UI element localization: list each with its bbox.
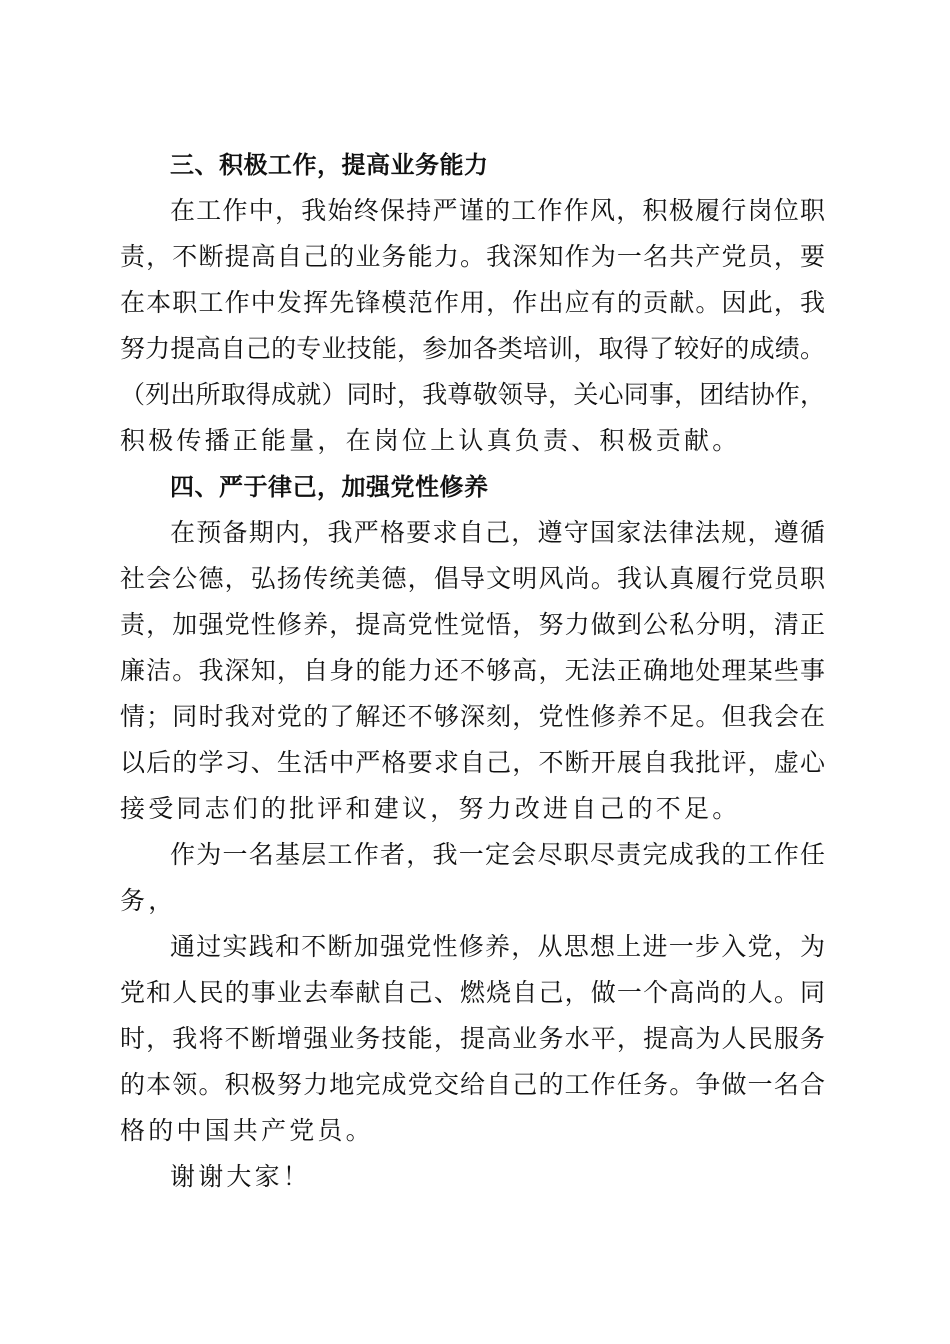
paragraph-line: 在预备期内，我严格要求自己，遵守国家法律法规，遵循 <box>170 518 825 547</box>
paragraph-line: 党和人民的事业去奉献自己、燃烧自己，做一个高尚的人。同 <box>120 978 825 1007</box>
paragraph-line: 格的中国共产党员。 <box>120 1116 374 1145</box>
paragraph-line: 在工作中，我始终保持严谨的工作作风，积极履行岗位职 <box>170 196 825 225</box>
paragraph-line: （列出所取得成就）同时，我尊敬领导，关心同事，团结协作， <box>120 380 825 409</box>
paragraph-line: 作为一名基层工作者，我一定会尽职尽责完成我的工作任 <box>170 840 825 869</box>
paragraph-line: 情；同时我对党的了解还不够深刻，党性修养不足。但我会在 <box>120 702 825 731</box>
paragraph <box>120 924 825 1154</box>
section-heading: 三、积极工作，提高业务能力 <box>170 151 489 179</box>
paragraph-line: 的本领。积极努力地完成党交给自己的工作任务。争做一名合 <box>120 1070 825 1099</box>
paragraph-line: 社会公德，弘扬传统美德，倡导文明风尚。我认真履行党员职 <box>120 564 825 593</box>
paragraph <box>120 510 825 832</box>
paragraph-line: 务， <box>120 886 177 915</box>
section-heading: 四、严于律己，加强党性修养 <box>170 473 489 501</box>
paragraph-line: 责，不断提高自己的业务能力。我深知作为一名共产党员，要 <box>120 242 825 271</box>
paragraph-line: 以后的学习、生活中严格要求自己，不断开展自我批评，虚心 <box>120 748 825 777</box>
paragraph-line: 努力提高自己的专业技能，参加各类培训，取得了较好的成绩。 <box>120 334 825 363</box>
paragraph <box>120 1154 825 1200</box>
document-body <box>120 142 825 1200</box>
paragraph-line: 廉洁。我深知，自身的能力还不够高，无法正确地处理某些事 <box>120 656 825 685</box>
paragraph-line: 积极传播正能量，在岗位上认真负责、积极贡献。 <box>120 426 741 455</box>
paragraph-line: 在本职工作中发挥先锋模范作用，作出应有的贡献。因此，我 <box>120 288 825 317</box>
paragraph <box>120 188 825 464</box>
paragraph-line: 通过实践和不断加强党性修养，从思想上进一步入党，为 <box>170 932 825 961</box>
paragraph-line: 责，加强党性修养，提高党性觉悟，努力做到公私分明，清正 <box>120 610 825 639</box>
paragraph <box>120 832 825 924</box>
paragraph-line: 接受同志们的批评和建议，努力改进自己的不足。 <box>120 794 741 823</box>
paragraph-line: 时，我将不断增强业务技能，提高业务水平，提高为人民服务 <box>120 1024 825 1053</box>
closing-line: 谢谢大家！ <box>170 1162 312 1191</box>
